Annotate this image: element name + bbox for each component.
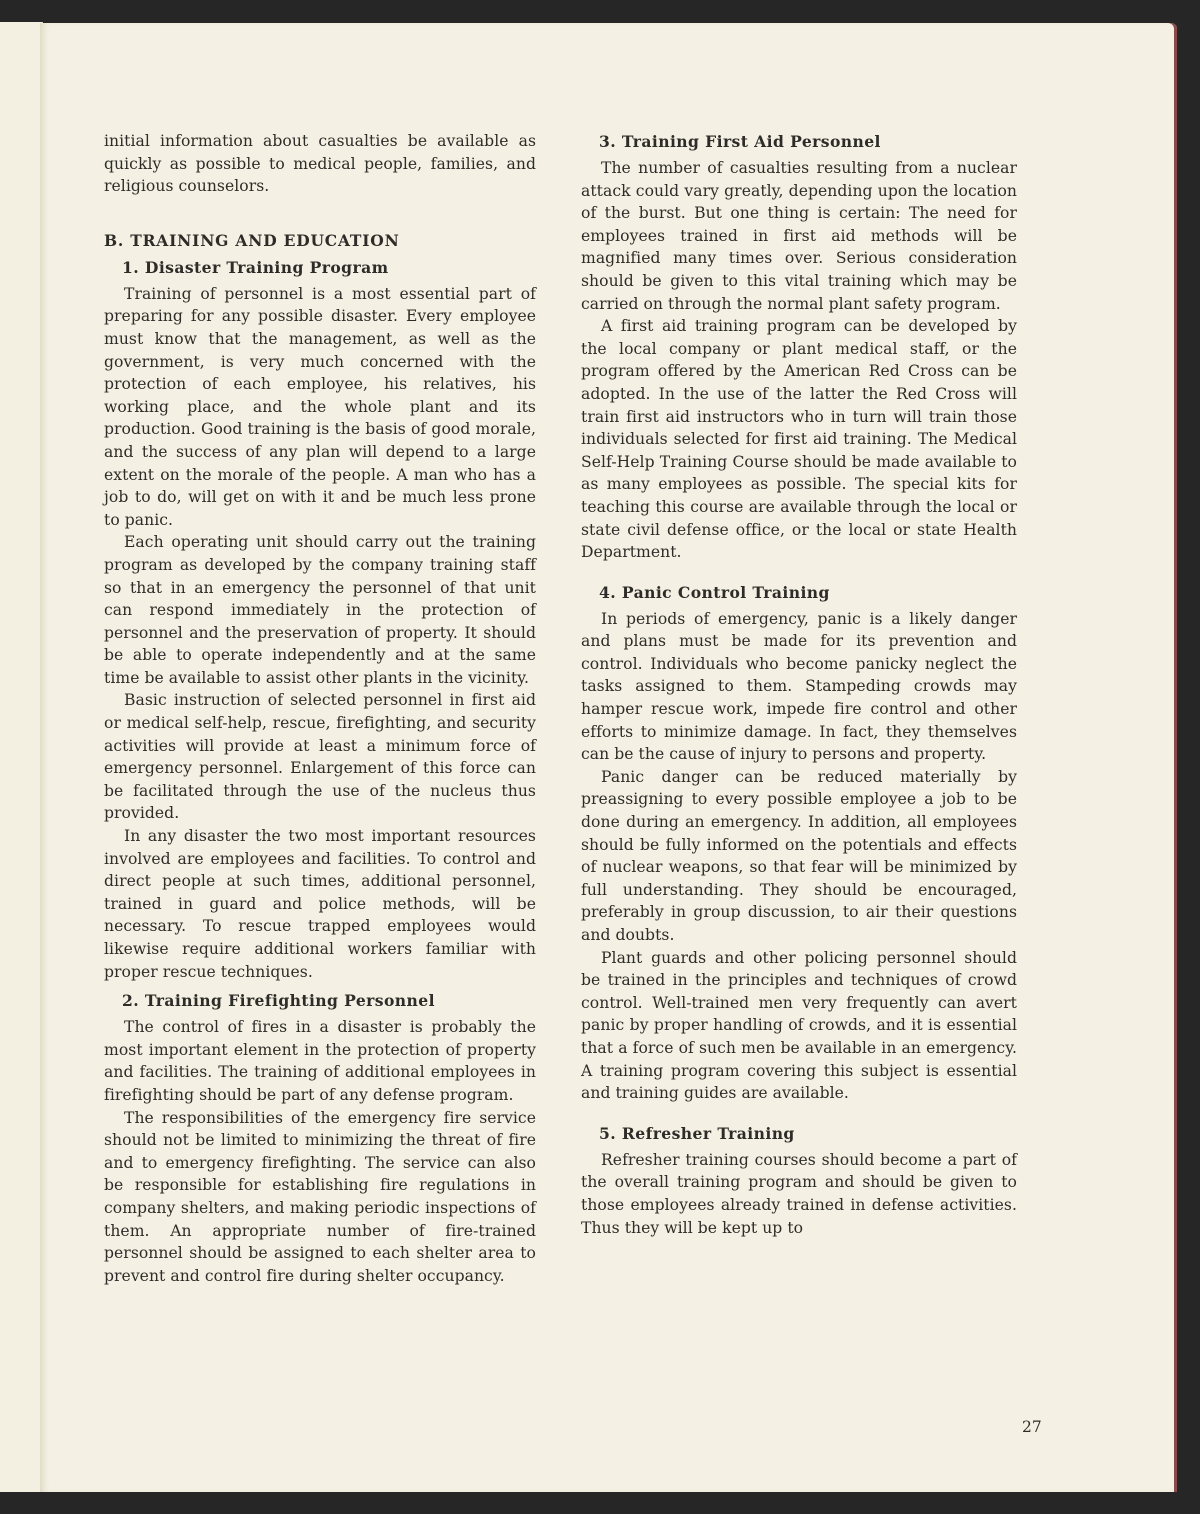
paragraph: Training of personnel is a most essential part of preparing for any possible disaster. Every employee must know that the management, as well as the government, is very much concerned with the protection of each employee, his relatives, his working place, and the whole plant and its production. Good training is the basis of good morale, and the success of any plan will depend to a large extent on the morale of the people. A man who has a job to do, will get on with it and be much less prone to panic. xyxy=(104,284,536,529)
section-title: B. TRAINING AND EDUCATION xyxy=(104,230,400,250)
paragraph: Basic instruction of selected personnel in first aid or medical self-help, rescue, firefighting, and security activities will provide at least a minimum force of emergency personnel. Enlargement of this force can be facilitated through the use of the nucleus thus provided. xyxy=(104,691,536,823)
intro-paragraph: initial information about casualties be available as quickly as possible to medical people, families, and religious counselors. xyxy=(104,132,536,196)
paragraph: The number of casualties resulting from a nuclear attack could vary greatly, depending upon the location of the burst. But one thing is certain: The need for employees trained in first aid methods will be magnified many times over. Serious consideration should be given to this vital training which may be carried on through the normal plant safety program. xyxy=(581,159,1017,313)
subheading-refresher: 5. Refresher Training xyxy=(599,1123,795,1143)
subheading-first-aid: 3. Training First Aid Personnel xyxy=(599,132,881,151)
page-number: 27 xyxy=(1022,1418,1042,1436)
paragraph: Plant guards and other policing personnel should be trained in the principles and techniques of crowd control. Well-trained men very frequently can avert panic by proper handling of crowds, and it is essential that a force of such men be available in an emergency. A training program covering this subject is essential and training guides are available. xyxy=(581,948,1017,1103)
previous-page-edge xyxy=(0,22,43,1492)
subheading-disaster-training: 1. Disaster Training Program xyxy=(122,257,389,277)
paragraph: The control of fires in a disaster is probably the most important element in the protection of property and facilities. The training of additional employees in firefighting should be part of any defense program. xyxy=(104,1018,536,1104)
paragraph: Each operating unit should carry out the training program as developed by the company training staff so that in an emergency the personnel of that unit can respond immediately in the protection of personnel and the preservation of property. It should be able to operate independently and at the same time be available to assist other plants in the vicinity. xyxy=(104,533,536,687)
left-column xyxy=(104,130,536,1287)
paragraph: A first aid training program can be developed by the local company or plant medical staff, or the program offered by the American Red Cross can be adopted. In the use of the latter the Red Cross will train first aid instructors who in turn will train those individuals selected for first aid training. The Medical Self-Help Training Course should be made available to as many employees as possible. The special kits for teaching this course are available through the local or state civil defense office, or the local or state Health Department. xyxy=(581,317,1017,562)
paragraph: In periods of emergency, panic is a likely danger and plans must be made for its prevention and control. Individuals who become panicky neglect the tasks assigned to them. Stampeding crowds may hamper rescue work, impede fire control and other efforts to minimize damage. In fact, they themselves can be the cause of injury to persons and property. xyxy=(581,609,1017,764)
paragraph: Refresher training courses should become a part of the overall training program and should be given to those employees already trained in defense activities. Thus they will be kept up to xyxy=(581,1150,1017,1237)
paragraph: In any disaster the two most important resources involved are employees and facilities. To control and direct people at such times, additional personnel, trained in guard and police methods, will be necessary. To rescue trapped employees would likewise require additional workers familiar with proper rescue techniques. xyxy=(104,827,536,981)
paragraph: The responsibilities of the emergency fire service should not be limited to minimizing the threat of fire and to emergency firefighting. The service can also be responsible for establishing fire regulations in company shelters, and making periodic inspections of them. An appropriate number of fire-trained personnel should be assigned to each shelter area to prevent and control fire during shelter occupancy. xyxy=(104,1108,536,1285)
subheading-firefighting: 2. Training Firefighting Personnel xyxy=(122,991,435,1011)
paragraph: Panic danger can be reduced materially by preassigning to every possible employee a job to be done during an emergency. In addition, all employees should be fully informed on the potentials and effects of nuclear weapons, so that fear will be minimized by full understanding. They should be encouraged, preferably in group discussion, to air their questions and doubts. xyxy=(581,767,1017,944)
subheading-panic-control: 4. Panic Control Training xyxy=(599,582,830,602)
right-column xyxy=(581,130,1017,1239)
